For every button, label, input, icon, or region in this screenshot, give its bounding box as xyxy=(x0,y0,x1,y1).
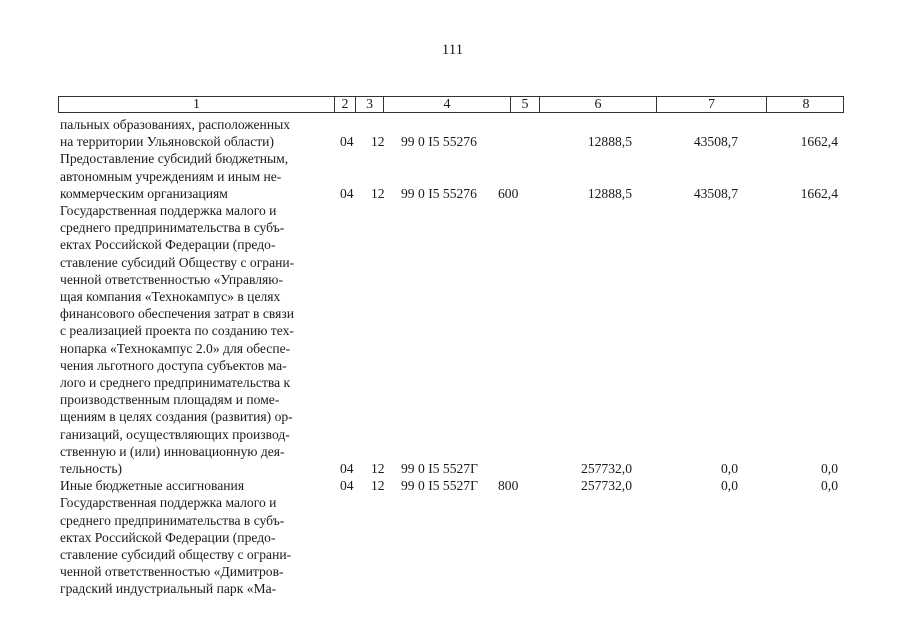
header-col-3: 3 xyxy=(356,97,384,112)
header-col-4: 4 xyxy=(384,97,511,112)
cell-c5: 600 xyxy=(498,185,519,201)
header-col-2: 2 xyxy=(335,97,356,112)
description-line: среднего предпринимательства в субъ- xyxy=(60,220,285,236)
description-line: на территории Ульяновской области) xyxy=(60,134,274,150)
description-line: Государственная поддержка малого и xyxy=(60,203,277,218)
description-line: градский индустриальный парк «Ма- xyxy=(60,581,277,597)
description-line: производственным площадям и поме- xyxy=(60,392,280,408)
cell-c8: 1662,4 xyxy=(800,134,838,150)
header-col-1: 1 xyxy=(59,97,335,112)
description-line: Иные бюджетные ассигнования xyxy=(60,478,245,494)
description-line: ченной ответственностью «Управляю- xyxy=(60,271,283,287)
description-line: тельность) xyxy=(60,461,123,476)
table-header xyxy=(58,96,844,113)
cell-c2: 04 xyxy=(340,134,354,150)
cell-c8: 1662,4 xyxy=(800,185,838,201)
cell-c2: 04 xyxy=(340,478,354,494)
description-line: нопарка «Технокампус 2.0» для обеспе- xyxy=(60,340,291,356)
description-line: с реализацией проекта по созданию тех- xyxy=(60,323,294,339)
description-line: чения льготного доступа субъектов ма- xyxy=(60,357,287,373)
header-col-7: 7 xyxy=(657,97,767,112)
cell-c8: 0,0 xyxy=(821,478,838,494)
cell-c2: 04 xyxy=(340,185,354,201)
cell-c4: 99 0 I5 5527Г xyxy=(401,461,478,476)
description-line: щениям в целях создания (развития) ор- xyxy=(60,409,293,425)
cell-c3: 12 xyxy=(371,478,385,494)
cell-c4: 99 0 I5 5527Г xyxy=(401,478,478,494)
description-line: пальных образованиях, расположенных xyxy=(60,117,291,132)
description-line: среднего предпринимательства в субъ- xyxy=(60,512,285,528)
cell-c6: 12888,5 xyxy=(587,134,632,150)
table-row xyxy=(0,477,905,494)
description-line: ченной ответственностью «Димитров- xyxy=(60,564,284,580)
cell-c4: 99 0 I5 55276 xyxy=(401,185,477,201)
description-line: щая компания «Технокампус» в целях xyxy=(60,289,281,304)
cell-c3: 12 xyxy=(371,185,385,201)
description-line: ставление субсидий Обществу с ограни- xyxy=(60,254,295,270)
header-col-5: 5 xyxy=(511,97,540,112)
header-col-6: 6 xyxy=(540,97,657,112)
table-row xyxy=(0,460,905,477)
cell-c3: 12 xyxy=(371,134,385,150)
description-line: автономным учреждениям и иным не- xyxy=(60,168,282,184)
description-line: ектах Российской Федерации (предо- xyxy=(60,237,276,253)
description-line: Государственная поддержка малого и xyxy=(60,495,277,511)
description-line: ектах Российской Федерации (предо- xyxy=(60,529,276,545)
description-line: ганизаций, осуществляющих производ- xyxy=(60,426,290,442)
table-row xyxy=(0,185,905,202)
header-col-8: 8 xyxy=(802,97,810,112)
cell-c7: 43508,7 xyxy=(693,185,738,201)
cell-c7: 43508,7 xyxy=(693,134,738,150)
cell-c4: 99 0 I5 55276 xyxy=(401,134,477,150)
cell-c8: 0,0 xyxy=(821,461,838,476)
cell-c3: 12 xyxy=(371,461,385,476)
cell-c7: 0,0 xyxy=(721,461,738,476)
description-line: ственную и (или) инновационную дея- xyxy=(60,443,285,459)
cell-c6: 12888,5 xyxy=(587,185,632,201)
cell-c7: 0,0 xyxy=(721,478,738,494)
description-line: коммерческим организациям xyxy=(60,185,228,201)
cell-c5: 800 xyxy=(498,478,519,494)
description-line: финансового обеспечения затрат в связи xyxy=(60,306,294,322)
page-number: 111 xyxy=(441,42,464,58)
cell-c2: 04 xyxy=(340,461,354,476)
description-line: Предоставление субсидий бюджетным, xyxy=(60,151,289,167)
cell-c6: 257732,0 xyxy=(581,461,632,476)
table-row xyxy=(0,133,905,150)
description-line: ставление субсидий обществу с ограни- xyxy=(60,547,292,562)
cell-c6: 257732,0 xyxy=(581,478,632,494)
description-line: лого и среднего предпринимательства к xyxy=(60,375,291,390)
